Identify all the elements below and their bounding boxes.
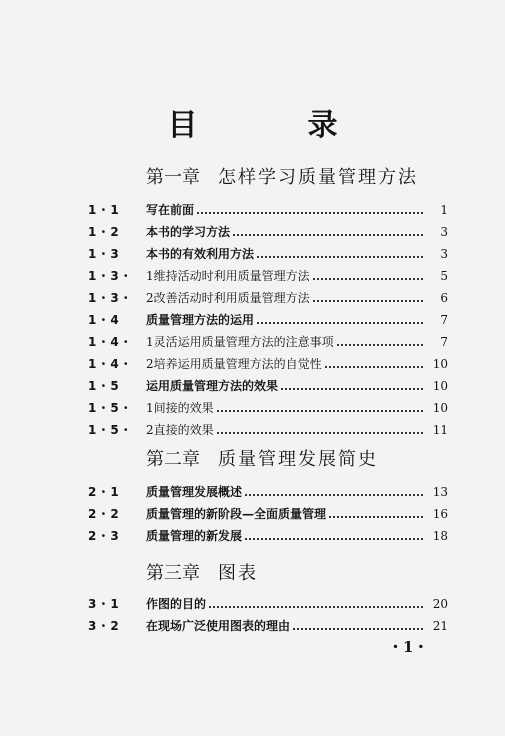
- toc-entry: [88, 220, 448, 240]
- toc-dot-leader: [257, 322, 423, 324]
- toc-dot-leader: [337, 344, 423, 346]
- chapter-title: 怎样学习质量管理方法: [218, 167, 418, 188]
- chapter-title: 质量管理发展简史: [218, 449, 378, 470]
- toc-entry-page: 10: [432, 357, 448, 371]
- toc-entry-label: 运用质量管理方法的效果: [146, 379, 279, 393]
- toc-entry-number: 1・4・: [88, 357, 133, 371]
- toc-entry: [88, 396, 448, 416]
- toc-entry-number: 3・1: [88, 597, 120, 611]
- toc-entry-page: 6: [440, 291, 448, 305]
- toc-entry-page: 10: [432, 379, 448, 393]
- toc-entry: [88, 374, 448, 394]
- toc-entry: [88, 502, 448, 522]
- toc-entry-page: 7: [440, 335, 448, 349]
- toc-entry-label: 质量管理的新阶段—全面质量管理: [146, 507, 327, 521]
- toc-dot-leader: [313, 300, 423, 302]
- toc-entry: [88, 264, 448, 284]
- toc-entry-page: 13: [432, 485, 448, 499]
- toc-entry-label: 质量管理方法的运用: [146, 313, 255, 327]
- toc-entry-label: 质量管理的新发展: [146, 529, 243, 543]
- toc-entry: [88, 198, 448, 218]
- toc-dot-leader: [233, 234, 423, 236]
- toc-entry-page: 1: [440, 203, 448, 217]
- toc-entry-page: 3: [440, 225, 448, 239]
- toc-entry: [88, 480, 448, 500]
- toc-dot-leader: [209, 606, 423, 608]
- toc-entry-number: 2・3: [88, 529, 120, 543]
- toc-dot-leader: [217, 432, 423, 434]
- toc-dot-leader: [257, 256, 423, 258]
- toc-entry-label: 2改善活动时利用质量管理方法: [146, 291, 310, 305]
- toc-entry-page: 10: [432, 401, 448, 415]
- toc-entry: [88, 352, 448, 372]
- toc-dot-leader: [293, 628, 423, 630]
- toc-entry-page: 16: [432, 507, 448, 521]
- toc-entry-number: 1・5・: [88, 401, 133, 415]
- toc-entry-label: 1灵活运用质量管理方法的注意事项: [146, 335, 334, 349]
- toc-dot-leader: [245, 538, 423, 540]
- chapter-number: 第三章: [146, 563, 200, 584]
- toc-entry: [88, 308, 448, 328]
- toc-entry-label: 在现场广泛使用图表的理由: [146, 619, 291, 633]
- toc-entry-page: 7: [440, 313, 448, 327]
- toc-entry-label: 2直接的效果: [146, 423, 214, 437]
- toc-entry-label: 本书的有效利用方法: [146, 247, 255, 261]
- toc-entry: [88, 524, 448, 544]
- toc-dot-leader: [281, 388, 423, 390]
- chapter-2-heading: [146, 448, 378, 472]
- toc-entry-number: 3・2: [88, 619, 120, 633]
- toc-entry: [88, 418, 448, 438]
- toc-entry: [88, 614, 448, 634]
- toc-entry-number: 1・5: [88, 379, 120, 393]
- toc-entry-label: 质量管理发展概述: [146, 485, 243, 499]
- toc-entry-number: 1・3: [88, 247, 120, 261]
- toc-entry-page: 11: [432, 423, 448, 437]
- toc-entry-page: 20: [432, 597, 448, 611]
- chapter-3-heading: [146, 562, 258, 586]
- chapter-number: 第二章: [146, 449, 200, 470]
- toc-entry-number: 1・3・: [88, 291, 133, 305]
- toc-entry-number: 1・3・: [88, 269, 133, 283]
- toc-entry-number: 1・5・: [88, 423, 133, 437]
- toc-entry-label: 1间接的效果: [146, 401, 214, 415]
- toc-entry-label: 作图的目的: [146, 597, 207, 611]
- toc-entry-label: 本书的学习方法: [146, 225, 231, 239]
- toc-entry-page: 5: [440, 269, 448, 283]
- toc-entry-number: 1・4: [88, 313, 120, 327]
- toc-dot-leader: [217, 410, 423, 412]
- toc-entry-number: 2・2: [88, 507, 120, 521]
- toc-entry-label: 2培养运用质量管理方法的自觉性: [146, 357, 322, 371]
- toc-dot-leader: [245, 494, 423, 496]
- toc-entry-page: 3: [440, 247, 448, 261]
- toc-entry-number: 1・4・: [88, 335, 133, 349]
- toc-entry-number: 1・2: [88, 225, 120, 239]
- toc-entry-page: 21: [432, 619, 448, 633]
- toc-entry-page: 18: [432, 529, 448, 543]
- toc-entry: [88, 242, 448, 262]
- toc-dot-leader: [325, 366, 423, 368]
- chapter-title: 图表: [218, 563, 258, 584]
- toc-entry: [88, 330, 448, 350]
- toc-entry-number: 2・1: [88, 485, 120, 499]
- chapter-1-heading: [146, 166, 418, 190]
- toc-dot-leader: [197, 212, 423, 214]
- toc-dot-leader: [313, 278, 423, 280]
- page-number: ・1・: [388, 638, 429, 656]
- toc-dot-leader: [329, 516, 423, 518]
- toc-entry: [88, 286, 448, 306]
- chapter-number: 第一章: [146, 167, 200, 188]
- toc-entry: [88, 592, 448, 612]
- page-title: 目 录: [167, 108, 378, 143]
- toc-entry-number: 1・1: [88, 203, 120, 217]
- toc-entry-label: 写在前面: [146, 203, 195, 217]
- toc-entry-label: 1维持活动时利用质量管理方法: [146, 269, 310, 283]
